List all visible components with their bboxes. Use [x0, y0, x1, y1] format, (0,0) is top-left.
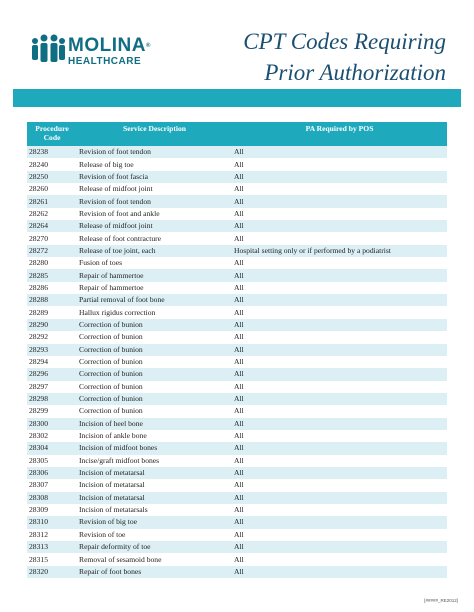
- cell-service-description: Correction of bunion: [77, 319, 232, 331]
- cell-pa-required: All: [232, 541, 447, 553]
- table-row: [27, 393, 447, 405]
- table-row: [27, 541, 447, 553]
- cell-procedure-code: 28289: [27, 306, 77, 318]
- table-row: [27, 356, 447, 368]
- cell-procedure-code: 28280: [27, 257, 77, 269]
- table-header: [27, 122, 447, 146]
- table-body: [27, 146, 447, 578]
- cell-service-description: Incision of metatarsal: [77, 479, 232, 491]
- cell-procedure-code: 28260: [27, 183, 77, 195]
- cell-procedure-code: 28298: [27, 393, 77, 405]
- cell-pa-required: All: [232, 269, 447, 281]
- header-service-description: Service Description: [77, 122, 232, 146]
- cell-pa-required: All: [232, 467, 447, 479]
- cell-service-description: Release of midfoot joint: [77, 220, 232, 232]
- cell-pa-required: All: [232, 319, 447, 331]
- cell-procedure-code: 28305: [27, 455, 77, 467]
- cell-pa-required: All: [232, 146, 447, 158]
- cell-service-description: Incision of metatarsal: [77, 467, 232, 479]
- cell-procedure-code: 28297: [27, 381, 77, 393]
- cell-service-description: Correction of bunion: [77, 331, 232, 343]
- cell-procedure-code: 28240: [27, 158, 77, 170]
- cell-service-description: Hallux rigidus correction: [77, 306, 232, 318]
- cell-procedure-code: 28309: [27, 504, 77, 516]
- cell-service-description: Revision of big toe: [77, 516, 232, 528]
- cell-pa-required: All: [232, 257, 447, 269]
- cell-procedure-code: 28307: [27, 479, 77, 491]
- header-band: [13, 89, 461, 107]
- cell-service-description: Incision of ankle bone: [77, 430, 232, 442]
- cell-procedure-code: 28299: [27, 405, 77, 417]
- page-title: [243, 26, 446, 88]
- cell-service-description: Correction of bunion: [77, 356, 232, 368]
- table-row: [27, 467, 447, 479]
- cell-procedure-code: 28286: [27, 282, 77, 294]
- cell-pa-required: All: [232, 504, 447, 516]
- title-line-1: CPT Codes Requiring: [243, 29, 446, 54]
- cell-pa-required: All: [232, 158, 447, 170]
- table-row: [27, 479, 447, 491]
- cell-service-description: Revision of foot tendon: [77, 195, 232, 207]
- title-line-2: Prior Authorization: [264, 60, 446, 85]
- cell-pa-required: All: [232, 232, 447, 244]
- cell-pa-required: All: [232, 566, 447, 578]
- cell-procedure-code: 28313: [27, 541, 77, 553]
- cell-procedure-code: 28285: [27, 269, 77, 281]
- cell-pa-required: All: [232, 294, 447, 306]
- cell-pa-required: All: [232, 183, 447, 195]
- table-row: [27, 195, 447, 207]
- cell-service-description: Revision of foot tendon: [77, 146, 232, 158]
- cell-procedure-code: 28304: [27, 442, 77, 454]
- cell-procedure-code: 28312: [27, 529, 77, 541]
- table-row: [27, 455, 447, 467]
- cell-pa-required: All: [232, 344, 447, 356]
- cell-service-description: Incision of heel bone: [77, 418, 232, 430]
- table-row: [27, 516, 447, 528]
- cell-procedure-code: 28250: [27, 171, 77, 183]
- cell-pa-required: All: [232, 418, 447, 430]
- table-row: [27, 158, 447, 170]
- cell-service-description: Revision of foot and ankle: [77, 208, 232, 220]
- cell-procedure-code: 28290: [27, 319, 77, 331]
- cell-procedure-code: 28320: [27, 566, 77, 578]
- cell-service-description: Repair deformity of toe: [77, 541, 232, 553]
- cell-pa-required: All: [232, 479, 447, 491]
- cell-pa-required: All: [232, 381, 447, 393]
- table-row: [27, 418, 447, 430]
- people-logo-icon: [30, 32, 66, 68]
- table-row: [27, 368, 447, 380]
- cell-procedure-code: 28315: [27, 553, 77, 565]
- table-row: [27, 294, 447, 306]
- cell-service-description: Correction of bunion: [77, 381, 232, 393]
- table-row: [27, 344, 447, 356]
- cell-service-description: Repair of hammertoe: [77, 269, 232, 281]
- cell-procedure-code: 28310: [27, 516, 77, 528]
- cell-procedure-code: 28238: [27, 146, 77, 158]
- cell-service-description: Removal of sesamoid bone: [77, 553, 232, 565]
- table-row: [27, 171, 447, 183]
- cell-service-description: Revision of toe: [77, 529, 232, 541]
- cell-service-description: Repair of foot bones: [77, 566, 232, 578]
- cell-procedure-code: 28270: [27, 232, 77, 244]
- registered-mark: ®: [145, 43, 151, 49]
- table-row: [27, 232, 447, 244]
- header-procedure-code: Procedure Code: [27, 122, 77, 146]
- brand-subtitle: HEALTHCARE: [68, 56, 142, 67]
- table-row: [27, 504, 447, 516]
- table-row: [27, 257, 447, 269]
- cell-service-description: Incision of metatarsals: [77, 504, 232, 516]
- cell-pa-required: All: [232, 455, 447, 467]
- cell-pa-required: All: [232, 195, 447, 207]
- cell-procedure-code: 28261: [27, 195, 77, 207]
- cell-procedure-code: 28264: [27, 220, 77, 232]
- cell-procedure-code: 28262: [27, 208, 77, 220]
- cell-service-description: Correction of bunion: [77, 405, 232, 417]
- cell-service-description: Incision of metatarsal: [77, 492, 232, 504]
- cell-service-description: Revision of foot fascia: [77, 171, 232, 183]
- cell-service-description: Fusion of toes: [77, 257, 232, 269]
- cell-pa-required: All: [232, 208, 447, 220]
- table-row: [27, 442, 447, 454]
- cell-service-description: Correction of bunion: [77, 393, 232, 405]
- cell-service-description: Release of toe joint, each: [77, 245, 232, 257]
- cell-pa-required: All: [232, 356, 447, 368]
- cell-pa-required: All: [232, 171, 447, 183]
- cell-procedure-code: 28296: [27, 368, 77, 380]
- cell-procedure-code: 28308: [27, 492, 77, 504]
- header-pa-required: PA Required by POS: [232, 122, 447, 146]
- cell-pa-required: All: [232, 492, 447, 504]
- cell-service-description: Repair of hammertoe: [77, 282, 232, 294]
- table-row: [27, 529, 447, 541]
- cell-pa-required: All: [232, 282, 447, 294]
- logo-text: [68, 36, 151, 67]
- cell-pa-required: All: [232, 405, 447, 417]
- table-row: [27, 269, 447, 281]
- table-row: [27, 566, 447, 578]
- cpt-codes-table: [27, 122, 447, 578]
- table-row: [27, 319, 447, 331]
- cell-procedure-code: 28272: [27, 245, 77, 257]
- brand-name: MOLINA: [68, 35, 146, 56]
- cell-pa-required: All: [232, 553, 447, 565]
- cell-pa-required: All: [232, 306, 447, 318]
- table-row: [27, 430, 447, 442]
- cell-pa-required: All: [232, 331, 447, 343]
- cell-procedure-code: 28300: [27, 418, 77, 430]
- cell-service-description: Partial removal of foot bone: [77, 294, 232, 306]
- cell-pa-required: All: [232, 529, 447, 541]
- page-header: [0, 0, 474, 88]
- table-row: [27, 331, 447, 343]
- cell-service-description: Incision of midfoot bones: [77, 442, 232, 454]
- cell-pa-required: All: [232, 368, 447, 380]
- cell-procedure-code: 28288: [27, 294, 77, 306]
- cell-service-description: Release of midfoot joint: [77, 183, 232, 195]
- document-id: [#####_RE2012]: [424, 598, 458, 603]
- cell-procedure-code: 28294: [27, 356, 77, 368]
- cell-procedure-code: 28293: [27, 344, 77, 356]
- cell-procedure-code: 28302: [27, 430, 77, 442]
- table-row: [27, 381, 447, 393]
- cell-service-description: Correction of bunion: [77, 344, 232, 356]
- cell-pa-required: All: [232, 430, 447, 442]
- cell-service-description: Release of big toe: [77, 158, 232, 170]
- table-row: [27, 492, 447, 504]
- cell-procedure-code: 28292: [27, 331, 77, 343]
- table-row: [27, 405, 447, 417]
- cell-pa-required: Hospital setting only or if performed by a podiatrist: [232, 245, 447, 257]
- table-row: [27, 208, 447, 220]
- cell-service-description: Release of foot contracture: [77, 232, 232, 244]
- table-row: [27, 306, 447, 318]
- table-row: [27, 553, 447, 565]
- cell-procedure-code: 28306: [27, 467, 77, 479]
- table-row: [27, 220, 447, 232]
- cell-pa-required: All: [232, 220, 447, 232]
- table-row: [27, 183, 447, 195]
- table-row: [27, 245, 447, 257]
- cell-pa-required: All: [232, 516, 447, 528]
- cell-service-description: Correction of bunion: [77, 368, 232, 380]
- table-row: [27, 146, 447, 158]
- cell-service-description: Incise/graft midfoot bones: [77, 455, 232, 467]
- table-row: [27, 282, 447, 294]
- cell-pa-required: All: [232, 393, 447, 405]
- cell-pa-required: All: [232, 442, 447, 454]
